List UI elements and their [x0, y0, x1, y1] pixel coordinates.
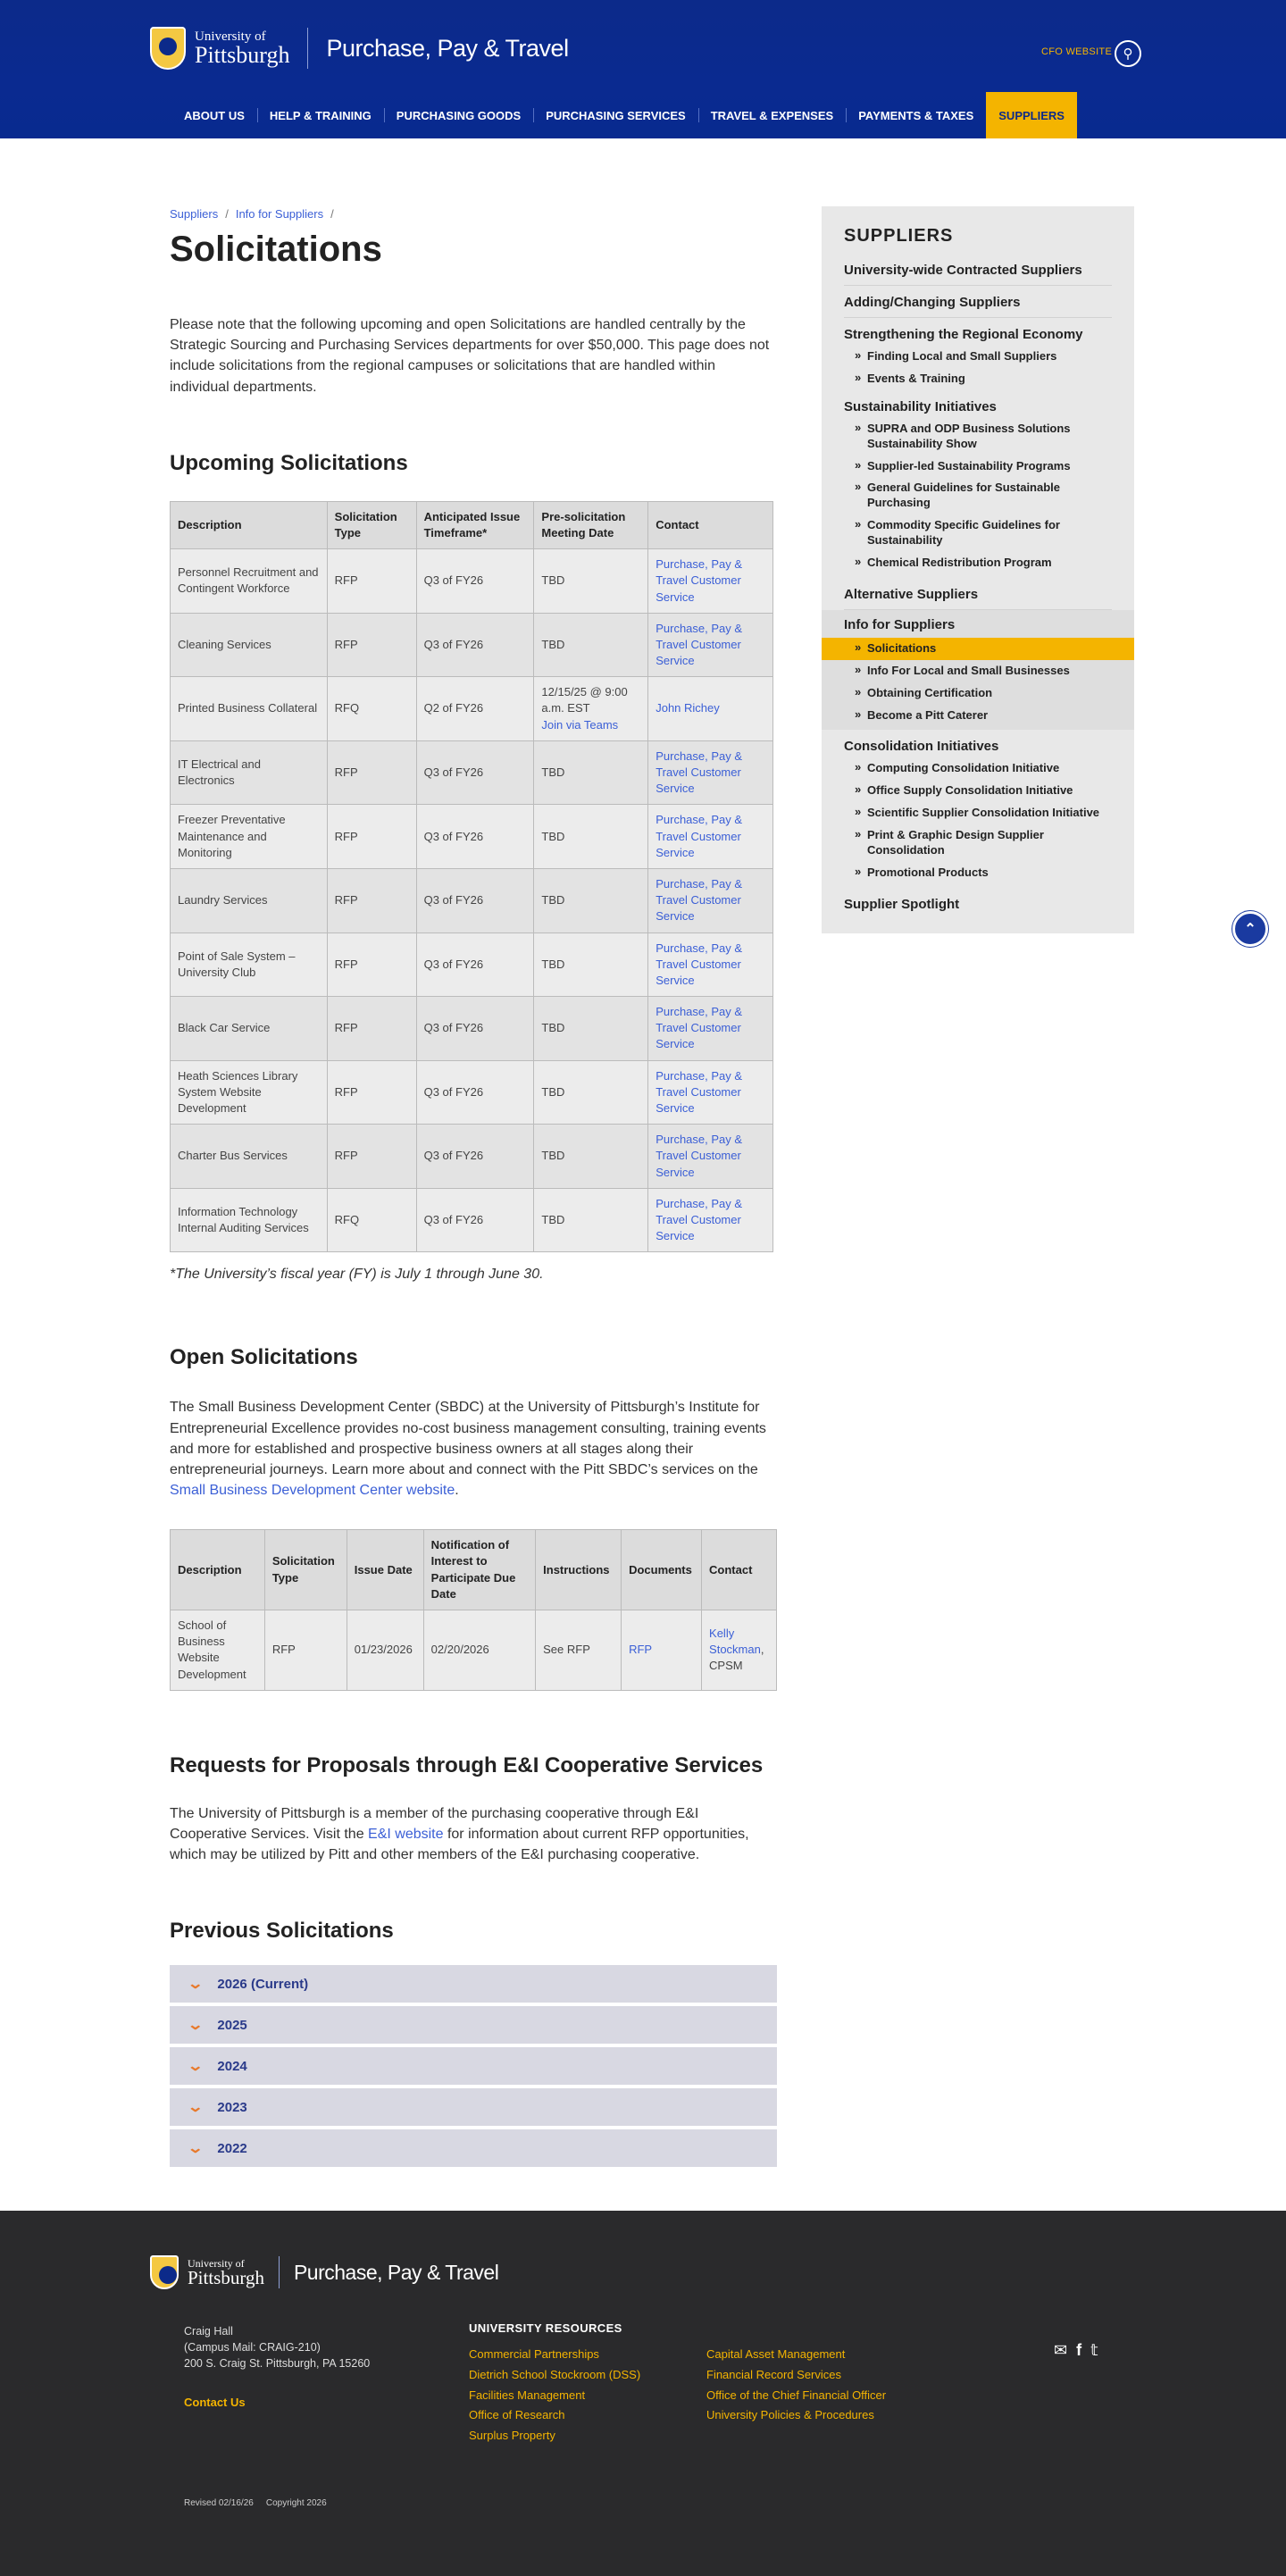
sbdc-text-end: .: [455, 1483, 459, 1499]
col-header: Solicitation Type: [327, 501, 416, 548]
ei-paragraph: [170, 1803, 777, 1866]
page-title: Solicitations: [170, 230, 382, 269]
sbdc-paragraph: [170, 1397, 777, 1501]
cell-timeframe: Q3 of FY26: [416, 740, 534, 805]
resources-title: UNIVERSITY RESOURCES: [469, 2321, 622, 2335]
cell-type: RFP: [264, 1610, 347, 1691]
accordion-label: 2022: [217, 2140, 247, 2156]
sidebar-subitem-computing[interactable]: » Computing Consolidation Initiative: [822, 757, 1134, 780]
sidebar-subitem-events-training[interactable]: » Events & Training: [822, 368, 1134, 390]
cell-description: Laundry Services: [171, 868, 328, 933]
footer-link[interactable]: Facilities Management: [469, 2388, 586, 2402]
email-icon[interactable]: ✉: [1054, 2341, 1068, 2359]
accordion-label: 2023: [217, 2099, 247, 2115]
sidebar-subitem-certification[interactable]: » Obtaining Certification: [822, 682, 1134, 705]
fiscal-year-footnote: *The University’s fiscal year (FY) is July 1 through June 30.: [170, 1267, 544, 1283]
sidebar-item-regional-economy[interactable]: Strengthening the Regional Economy: [844, 327, 1083, 342]
sidebar-subitem-supra-show[interactable]: » SUPRA and ODP Business Solutions Sustainability Show: [822, 418, 1134, 456]
resources-column-1: [469, 2345, 640, 2446]
nav-payments-taxes[interactable]: PAYMENTS & TAXES: [846, 92, 986, 138]
cell-description: Black Car Service: [171, 997, 328, 1061]
address-line: Craig Hall: [184, 2325, 233, 2338]
sbdc-website-link[interactable]: Small Business Development Center website: [170, 1483, 455, 1499]
table-row: [171, 677, 773, 741]
footer-link[interactable]: University Policies & Procedures: [706, 2408, 874, 2422]
cell-timeframe: Q3 of FY26: [416, 1188, 534, 1252]
accordion-item-2026[interactable]: [170, 1965, 777, 2003]
scroll-to-top-button[interactable]: [1232, 911, 1268, 947]
site-header: [0, 0, 1286, 138]
sidebar-subitem-promotional[interactable]: » Promotional Products: [822, 862, 1134, 884]
sidebar-subitem-local-suppliers[interactable]: » Finding Local and Small Suppliers: [822, 346, 1134, 368]
sidebar-item-supplier-spotlight[interactable]: Supplier Spotlight: [844, 896, 960, 912]
col-header: Documents: [622, 1530, 702, 1610]
cell-type: RFP: [327, 933, 416, 997]
accordion-item-2025[interactable]: [170, 2006, 777, 2044]
cell-contact: [648, 549, 773, 614]
cell-description: School of Business Website Development: [171, 1610, 265, 1691]
contact-link[interactable]: Purchase, Pay & Travel Customer Service: [656, 1068, 743, 1115]
accordion-item-2023[interactable]: [170, 2088, 777, 2126]
wordmark-line2: Pittsburgh: [195, 41, 290, 68]
cell-type: RFP: [327, 613, 416, 677]
chevron-down-icon: ⌄: [187, 2059, 205, 2075]
cell-meeting-date: TBD: [534, 1060, 648, 1125]
cell-timeframe: Q3 of FY26: [416, 868, 534, 933]
cell-documents: [622, 1610, 702, 1691]
table-row: [171, 613, 773, 677]
cell-type: RFP: [327, 805, 416, 869]
address-line: (Campus Mail: CRAIG-210): [184, 2341, 321, 2354]
sidebar-subitem-general-guidelines[interactable]: » General Guidelines for Sustainable Purchasing: [822, 477, 1134, 514]
university-crest-icon: [150, 2255, 179, 2289]
contact-link[interactable]: Purchase, Pay & Travel Customer Service: [656, 1133, 743, 1179]
contact-link[interactable]: Purchase, Pay & Travel Customer Service: [656, 749, 743, 796]
cell-description: Personnel Recruitment and Contingent Workforce: [171, 549, 328, 614]
sidebar-subitem-solicitations[interactable]: » Solicitations: [822, 638, 1134, 660]
university-crest-icon: [150, 27, 186, 70]
facebook-icon[interactable]: f: [1076, 2341, 1082, 2359]
previous-heading: Previous Solicitations: [170, 1919, 394, 1944]
footer-link[interactable]: Dietrich School Stockroom (DSS): [469, 2367, 641, 2381]
copyright: Copyright 2026: [265, 2498, 327, 2508]
cell-timeframe: Q3 of FY26: [416, 1125, 534, 1189]
cell-contact: [702, 1610, 777, 1691]
sidebar-subitem-commodity-guidelines[interactable]: » Commodity Specific Guidelines for Sustainability: [822, 514, 1134, 552]
intro-paragraph: Please note that the following upcoming and open Solicitations are handled centrally by the Strategic Sourcing and Purchasing Services departments for over $50,000. This page does not include solicitations from the regional campuses or solicitations that are handled within individual departments.: [170, 317, 770, 395]
ei-text-end: for information about current RFP opportunities, which may be utilized by Pitt and other members of the E&I purchasing cooperative.: [170, 1826, 749, 1863]
cell-type: RFP: [327, 997, 416, 1061]
sidebar-item-consolidation[interactable]: Consolidation Initiatives: [844, 739, 999, 755]
cell-type: RFP: [327, 549, 416, 614]
contact-us-link[interactable]: Contact Us: [184, 2396, 246, 2409]
cell-timeframe: Q3 of FY26: [416, 549, 534, 614]
cell-due-date: 02/20/2026: [423, 1610, 535, 1691]
cell-timeframe: Q3 of FY26: [416, 1060, 534, 1125]
contact-link[interactable]: Purchase, Pay & Travel Customer Service: [656, 557, 743, 604]
cell-meeting-date: TBD: [534, 933, 648, 997]
cell-meeting-date: TBD: [534, 805, 648, 869]
cell-type: RFQ: [327, 677, 416, 741]
breadcrumb-info-for-suppliers[interactable]: Info for Suppliers: [235, 207, 324, 221]
cell-meeting-date: TBD: [534, 740, 648, 805]
cell-timeframe: Q3 of FY26: [416, 613, 534, 677]
contact-link[interactable]: Purchase, Pay & Travel Customer Service: [656, 1196, 743, 1243]
col-header: Pre-solicitation Meeting Date: [534, 501, 648, 548]
cell-description: Charter Bus Services: [171, 1125, 328, 1189]
footer-link[interactable]: Office of Research: [469, 2408, 565, 2422]
resources-column-2: [706, 2345, 886, 2426]
upcoming-heading: Upcoming Solicitations: [170, 450, 408, 475]
col-header: Description: [171, 1530, 265, 1610]
social-links: [1054, 2341, 1098, 2360]
ei-website-link[interactable]: E&I website: [368, 1826, 444, 1842]
cell-issue-date: 01/23/2026: [347, 1610, 423, 1691]
footer-link[interactable]: Surplus Property: [469, 2429, 555, 2442]
cell-instructions: See RFP: [536, 1610, 622, 1691]
cell-type: RFP: [327, 1060, 416, 1125]
accordion-label: 2026 (Current): [217, 1976, 309, 1992]
wordmark-line1: University of: [188, 2256, 245, 2270]
cell-contact: [648, 677, 773, 741]
table-row: [171, 868, 773, 933]
open-heading: Open Solicitations: [170, 1345, 358, 1370]
cell-description: Information Technology Internal Auditing Services: [171, 1188, 328, 1252]
cell-contact: [648, 1188, 773, 1252]
chevron-down-icon: ⌄: [187, 1977, 205, 1993]
table-row: [171, 1060, 773, 1125]
sidebar-subitem-pitt-caterer[interactable]: » Become a Pitt Caterer: [822, 705, 1134, 727]
cell-contact: [648, 805, 773, 869]
cell-contact: [648, 1060, 773, 1125]
double-chevron-up-icon: ⌃: [1244, 922, 1257, 937]
contact-link[interactable]: John Richey: [656, 701, 720, 715]
cell-meeting-date: [534, 677, 648, 741]
rfp-document-link[interactable]: RFP: [629, 1643, 653, 1657]
nav-purchasing-services[interactable]: PURCHASING SERVICES: [533, 92, 698, 138]
suppliers-sidebar: [822, 206, 1134, 933]
cell-meeting-date: TBD: [534, 868, 648, 933]
logo-divider: [307, 28, 308, 69]
cell-description: IT Electrical and Electronics: [171, 740, 328, 805]
sbdc-text: The Small Business Development Center (SBDC) at the University of Pittsburgh’s Institute for Entrepreneurial Excellence provides no-cost business management consulting, training events and more for established and prospective business owners at all stages along their entrepreneurial journeys. Learn more about and connect with the Pitt SBDC’s services on the: [170, 1400, 766, 1477]
contact-link[interactable]: Purchase, Pay & Travel Customer Service: [656, 621, 743, 668]
cell-contact: [648, 868, 773, 933]
cell-timeframe: Q2 of FY26: [416, 677, 534, 741]
table-header-row: [171, 501, 773, 548]
cell-meeting-date: TBD: [534, 1188, 648, 1252]
sidebar-subitem-print-graphic[interactable]: » Print & Graphic Design Supplier Consolidation: [822, 824, 1134, 862]
join-teams-link[interactable]: Join via Teams: [541, 717, 619, 732]
previous-accordion: [170, 1965, 777, 2167]
sidebar-subitem-scientific[interactable]: » Scientific Supplier Consolidation Initiative: [822, 802, 1134, 824]
site-footer: [0, 2211, 1286, 2576]
breadcrumb-separator: /: [330, 207, 334, 221]
contact-link[interactable]: Purchase, Pay & Travel Customer Service: [656, 876, 743, 924]
search-icon: ⚲: [1123, 46, 1133, 62]
cell-type: RFQ: [327, 1188, 416, 1252]
cell-contact: [648, 933, 773, 997]
university-wordmark: [188, 2258, 264, 2287]
sidebar-subitem-office-supply[interactable]: » Office Supply Consolidation Initiative: [822, 780, 1134, 802]
breadcrumb-separator: /: [225, 207, 229, 221]
cfo-website-link[interactable]: CFO WEBSITE: [1041, 46, 1113, 57]
contact-link[interactable]: Purchase, Pay & Travel Customer Service: [656, 813, 743, 859]
nav-about-us[interactable]: ABOUT US: [184, 108, 245, 122]
accordion-label: 2024: [217, 2058, 247, 2074]
cell-timeframe: Q3 of FY26: [416, 997, 534, 1061]
col-header: Issue Date: [347, 1530, 423, 1610]
footer-site-title: Purchase, Pay & Travel: [293, 2260, 499, 2284]
col-header: Contact: [648, 501, 773, 548]
chevron-down-icon: ⌄: [187, 2100, 205, 2116]
cell-description: Cleaning Services: [171, 613, 328, 677]
nav-suppliers[interactable]: SUPPLIERS: [986, 92, 1077, 138]
cell-description: Heath Sciences Library System Website Development: [171, 1060, 328, 1125]
sidebar-item-sustainability[interactable]: Sustainability Initiatives: [844, 398, 997, 414]
footer-link[interactable]: Commercial Partnerships: [469, 2347, 599, 2361]
meeting-text: 12/15/25 @ 9:00 a.m. EST: [541, 685, 628, 715]
col-header: Solicitation Type: [264, 1530, 347, 1610]
logo-divider: [279, 2256, 280, 2288]
twitter-icon[interactable]: 𝕥: [1090, 2341, 1098, 2359]
sidebar-item-info-for-suppliers[interactable]: Info for Suppliers: [844, 616, 956, 632]
cell-contact: [648, 997, 773, 1061]
chevron-down-icon: ⌄: [187, 2018, 205, 2034]
accordion-item-2024[interactable]: [170, 2047, 777, 2085]
ei-heading: Requests for Proposals through E&I Cooperative Services: [170, 1752, 764, 1777]
revised-date: Revised 02/16/26: [184, 2498, 254, 2508]
contact-link[interactable]: Purchase, Pay & Travel Customer Service: [656, 941, 743, 987]
cell-description: Freezer Preventative Maintenance and Monitoring: [171, 805, 328, 869]
contact-link[interactable]: Kelly Stockman: [709, 1627, 761, 1657]
cell-timeframe: Q3 of FY26: [416, 805, 534, 869]
sidebar-subitem-local-small-business[interactable]: » Info For Local and Small Businesses: [822, 660, 1134, 682]
footer-address: [184, 2323, 370, 2371]
accordion-item-2022[interactable]: [170, 2129, 777, 2167]
sidebar-subitem-chemical-redistribution[interactable]: » Chemical Redistribution Program: [822, 552, 1134, 574]
cell-meeting-date: TBD: [534, 1125, 648, 1189]
sidebar-item-adding-suppliers[interactable]: Adding/Changing Suppliers: [844, 295, 1112, 318]
main-nav: [171, 92, 1077, 138]
footer-link[interactable]: Office of the Chief Financial Officer: [706, 2388, 887, 2402]
site-title: Purchase, Pay & Travel: [326, 34, 569, 62]
cell-type: RFP: [327, 1125, 416, 1189]
table-row: [171, 740, 773, 805]
cell-contact: [648, 740, 773, 805]
cell-meeting-date: TBD: [534, 997, 648, 1061]
chevron-down-icon: ⌄: [187, 2141, 205, 2157]
contact-link[interactable]: Purchase, Pay & Travel Customer Service: [656, 1005, 743, 1051]
col-header: Anticipated Issue Timeframe*: [416, 501, 534, 548]
sidebar-item-alternative-suppliers[interactable]: Alternative Suppliers: [844, 587, 1112, 610]
wordmark-line1: University of: [195, 29, 266, 44]
footer-revised: [184, 2498, 339, 2508]
cell-description: Printed Business Collateral: [171, 677, 328, 741]
cell-description: Point of Sale System – University Club: [171, 933, 328, 997]
university-wordmark: [195, 30, 289, 67]
sidebar-item-contracted-suppliers[interactable]: University-wide Contracted Suppliers: [844, 263, 1112, 286]
table-row: [171, 997, 773, 1061]
table-row: [171, 549, 773, 614]
footer-link[interactable]: Financial Record Services: [706, 2367, 842, 2381]
search-button[interactable]: [1115, 40, 1141, 67]
table-header-row: [171, 1530, 777, 1610]
cell-timeframe: Q3 of FY26: [416, 933, 534, 997]
col-header: Instructions: [536, 1530, 622, 1610]
nav-travel-expenses[interactable]: TRAVEL & EXPENSES: [698, 92, 847, 138]
col-header: Description: [171, 501, 328, 548]
cell-contact: [648, 1125, 773, 1189]
breadcrumb-suppliers[interactable]: Suppliers: [170, 207, 219, 221]
address-line: 200 S. Craig St. Pittsburgh, PA 15260: [184, 2357, 371, 2371]
breadcrumb: [170, 207, 777, 221]
accordion-label: 2025: [217, 2017, 247, 2033]
table-row: [171, 1610, 777, 1691]
sidebar-title: SUPPLIERS: [844, 226, 954, 246]
nav-purchasing-goods[interactable]: PURCHASING GOODS: [384, 92, 533, 138]
contact-suffix: , CPSM: [709, 1643, 764, 1673]
table-row: [171, 1188, 773, 1252]
cell-contact: [648, 613, 773, 677]
col-header: Notification of Interest to Participate Due Date: [423, 1530, 535, 1610]
cell-type: RFP: [327, 868, 416, 933]
wordmark-line2: Pittsburgh: [188, 2266, 264, 2288]
col-header: Contact: [702, 1530, 777, 1610]
site-logo[interactable]: [150, 23, 569, 73]
open-table: [170, 1529, 777, 1691]
cell-type: RFP: [327, 740, 416, 805]
table-row: [171, 805, 773, 869]
footer-logo[interactable]: [150, 2255, 498, 2289]
upcoming-table: [170, 501, 773, 1253]
nav-help-training[interactable]: HELP & TRAINING: [257, 92, 384, 138]
main-content: [170, 207, 777, 2170]
cell-meeting-date: TBD: [534, 613, 648, 677]
ei-text: The University of Pittsburgh is a member of the purchasing cooperative through E&I Cooperative Services. Visit the: [170, 1805, 699, 1842]
table-row: [171, 933, 773, 997]
sidebar-group-info: [822, 610, 1134, 731]
table-row: [171, 1125, 773, 1189]
footer-link[interactable]: Capital Asset Management: [706, 2347, 846, 2361]
sidebar-subitem-supplier-led[interactable]: » Supplier-led Sustainability Programs: [822, 456, 1134, 478]
cell-meeting-date: TBD: [534, 549, 648, 614]
